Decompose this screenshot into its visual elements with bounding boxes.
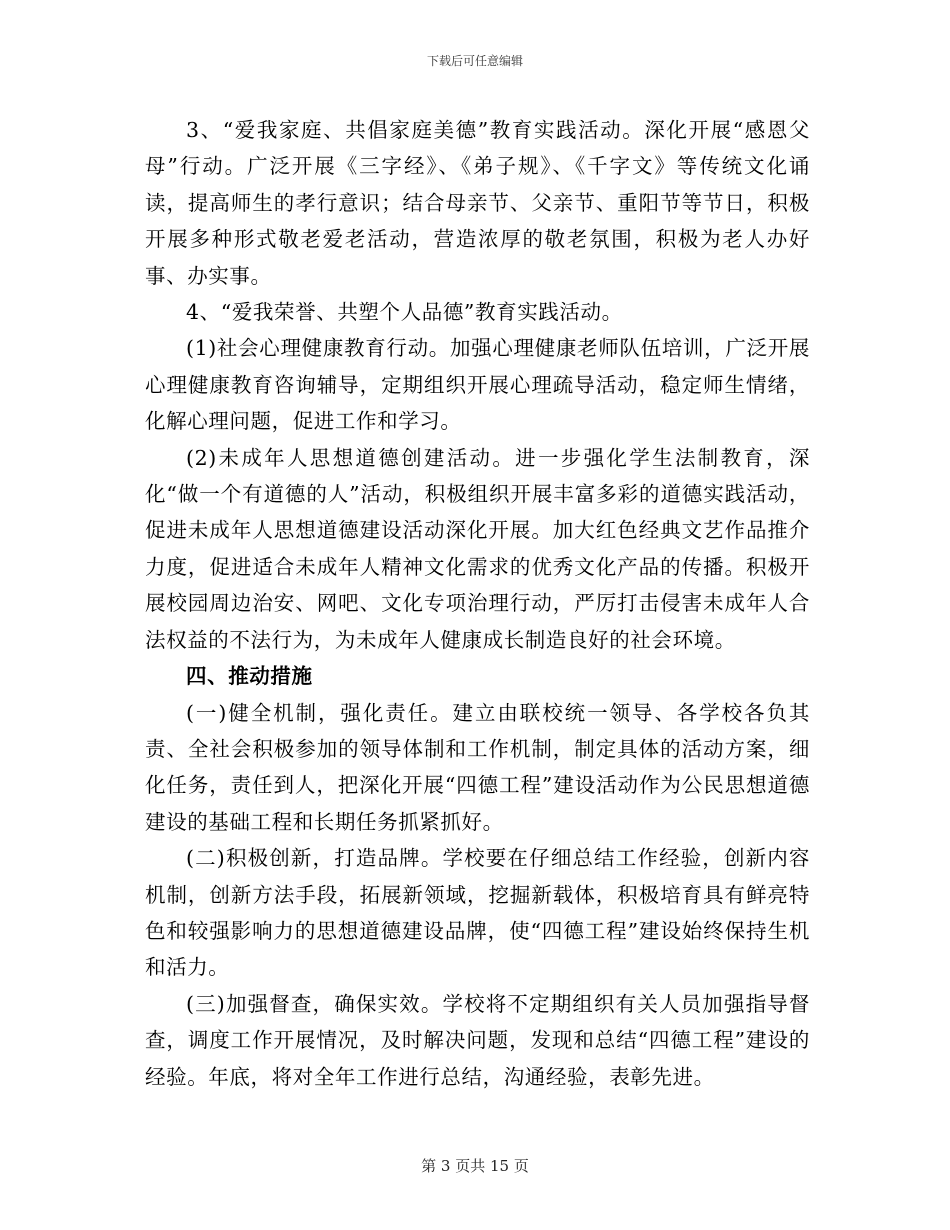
paragraph-family-virtue: 3、“爱我家庭、共倡家庭美德”教育实践活动。深化开展“感恩父母”行动。广泛开展《三字经》、《弟子规》、《千字文》等传统文化诵读，提高师生的孝行意识；结合母亲节、父亲节、重阳节等节日，积极开展多种形式敬老爱老活动，营造浓厚的敬老氛围，积极为老人办好事、办实事。 <box>145 118 810 288</box>
paragraph-personal-virtue: 4、“爱我荣誉、共塑个人品德”教育实践活动。 <box>186 300 623 325</box>
measure-supervision: (三)加强督查，确保实效。学校将不定期组织有关人员加强指导督查，调度工作开展情况，及时解决问题，发现和总结“四德工程”建设的经验。年底，将对全年工作进行总结，沟通经验，表彰先进。 <box>145 991 810 1089</box>
measure-mechanism: (一)健全机制，强化责任。建立由联校统一领导、各学校各负其责、全社会积极参加的领导体制和工作机制，制定具体的活动方案，细化任务，责任到人，把深化开展“四德工程”建设活动作为公民思想道德建设的基础工程和长期任务抓紧抓好。 <box>145 700 810 834</box>
paragraph-mental-health: (1)社会心理健康教育行动。加强心理健康老师队伍培训，广泛开展心理健康教育咨询辅导，定期组织开展心理疏导活动，稳定师生情绪，化解心理问题，促进工作和学习。 <box>145 336 810 434</box>
measure-innovation: (二)积极创新，打造品牌。学校要在仔细总结工作经验，创新内容机制，创新方法手段，拓展新领域，挖掘新载体，积极培育具有鲜亮特色和较强影响力的思想道德建设品牌，使“四德工程”建设始终保持生机和活力。 <box>145 846 810 980</box>
page-footer: 第 3 页共 15 页 <box>421 1157 529 1175</box>
paragraph-minors-morality: (2)未成年人思想道德创建活动。进一步强化学生法制教育，深化“做一个有道德的人”活动，积极组织开展丰富多彩的道德实践活动，促进未成年人思想道德建设活动深化开展。加大红色经典文艺作品推介力度，促进适合未成年人精神文化需求的优秀文化产品的传播。积极开展校园周边治安、网吧、文化专项治理行动，严厉打击侵害未成年人合法权益的不法行为，为未成年人健康成长制造良好的社会环境。 <box>145 445 810 652</box>
document-body <box>145 112 810 1095</box>
page-header: 下载后可任意编辑 <box>426 54 523 68</box>
section-heading: 四、推动措施 <box>186 664 313 689</box>
